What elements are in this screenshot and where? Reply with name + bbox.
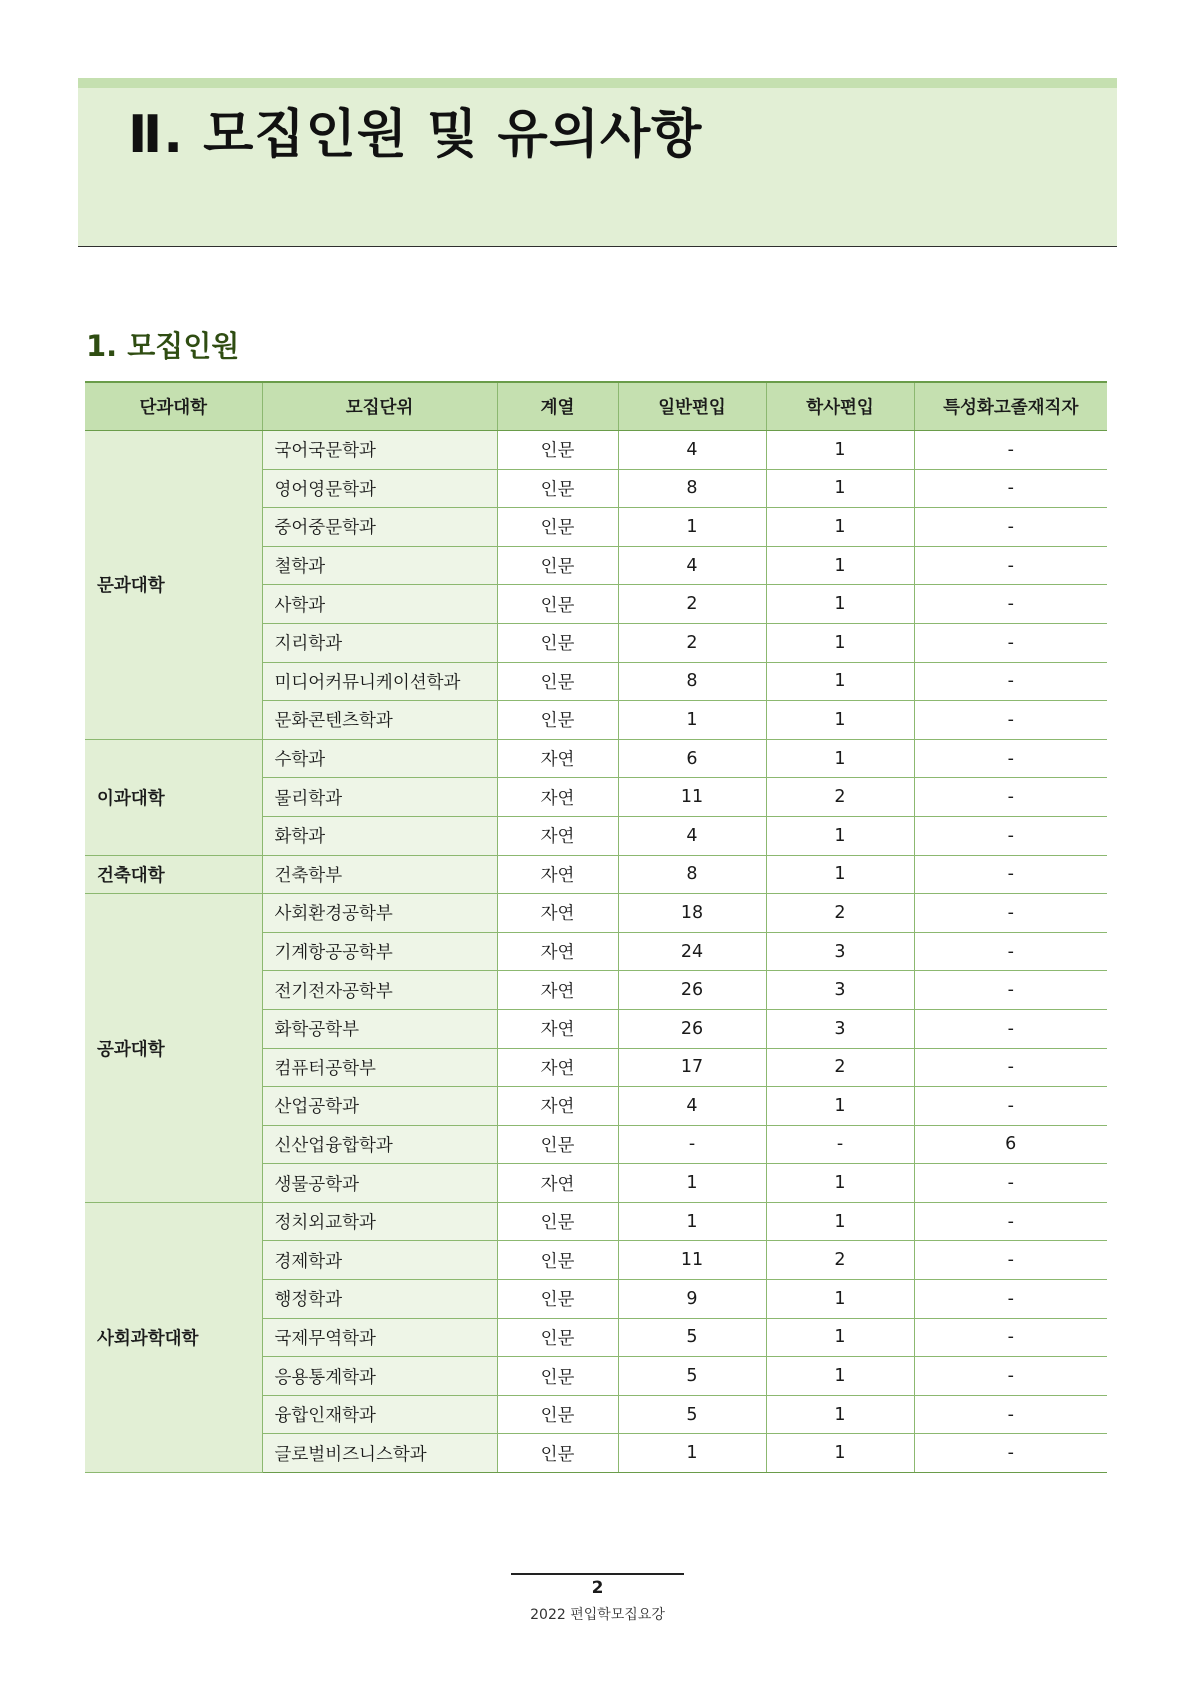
track-cell: 인문	[497, 585, 618, 624]
vocational-employee-cell: -	[914, 701, 1107, 740]
track-cell: 인문	[497, 1125, 618, 1164]
bachelor-transfer-cell: 1	[766, 508, 914, 547]
general-transfer-cell: 8	[618, 662, 766, 701]
department-cell: 철학과	[262, 546, 497, 585]
track-cell: 인문	[497, 623, 618, 662]
banner-accent-bar	[78, 78, 1117, 88]
department-cell: 신산업융합학과	[262, 1125, 497, 1164]
vocational-employee-cell: -	[914, 1241, 1107, 1280]
chapter-banner	[78, 78, 1117, 247]
department-cell: 행정학과	[262, 1280, 497, 1319]
vocational-employee-cell: -	[914, 739, 1107, 778]
track-cell: 인문	[497, 1280, 618, 1319]
bachelor-transfer-cell: 1	[766, 469, 914, 508]
track-cell: 자연	[497, 1048, 618, 1087]
department-cell: 생물공학과	[262, 1164, 497, 1203]
general-transfer-cell: 4	[618, 431, 766, 470]
general-transfer-cell: 11	[618, 778, 766, 817]
general-transfer-cell: 26	[618, 971, 766, 1010]
track-cell: 자연	[497, 1087, 618, 1126]
general-transfer-cell: -	[618, 1125, 766, 1164]
general-transfer-cell: 26	[618, 1009, 766, 1048]
track-cell: 자연	[497, 971, 618, 1010]
track-cell: 인문	[497, 1434, 618, 1473]
department-cell: 건축학부	[262, 855, 497, 894]
bachelor-transfer-cell: 1	[766, 1318, 914, 1357]
general-transfer-cell: 1	[618, 1202, 766, 1241]
track-cell: 인문	[497, 1318, 618, 1357]
bachelor-transfer-cell: 3	[766, 1009, 914, 1048]
vocational-employee-cell: -	[914, 816, 1107, 855]
vocational-employee-cell: -	[914, 1164, 1107, 1203]
header-track: 계열	[497, 382, 618, 431]
general-transfer-cell: 18	[618, 894, 766, 933]
general-transfer-cell: 1	[618, 1434, 766, 1473]
department-cell: 컴퓨터공학부	[262, 1048, 497, 1087]
general-transfer-cell: 5	[618, 1395, 766, 1434]
bachelor-transfer-cell: 1	[766, 855, 914, 894]
department-cell: 경제학과	[262, 1241, 497, 1280]
bachelor-transfer-cell: -	[766, 1125, 914, 1164]
vocational-employee-cell: 6	[914, 1125, 1107, 1164]
vocational-employee-cell: -	[914, 623, 1107, 662]
track-cell: 자연	[497, 739, 618, 778]
vocational-employee-cell: -	[914, 1048, 1107, 1087]
vocational-employee-cell: -	[914, 1280, 1107, 1319]
department-cell: 기계항공공학부	[262, 932, 497, 971]
vocational-employee-cell: -	[914, 932, 1107, 971]
section-title: 1. 모집인원	[86, 329, 240, 363]
bachelor-transfer-cell: 1	[766, 816, 914, 855]
vocational-employee-cell: -	[914, 585, 1107, 624]
header-general-transfer: 일반편입	[618, 382, 766, 431]
bachelor-transfer-cell: 2	[766, 894, 914, 933]
general-transfer-cell: 8	[618, 855, 766, 894]
vocational-employee-cell: -	[914, 508, 1107, 547]
bachelor-transfer-cell: 1	[766, 662, 914, 701]
college-cell: 공과대학	[85, 894, 262, 1203]
header-department: 모집단위	[262, 382, 497, 431]
track-cell: 인문	[497, 662, 618, 701]
bachelor-transfer-cell: 1	[766, 1164, 914, 1203]
track-cell: 자연	[497, 1009, 618, 1048]
bachelor-transfer-cell: 1	[766, 1395, 914, 1434]
vocational-employee-cell: -	[914, 971, 1107, 1010]
general-transfer-cell: 17	[618, 1048, 766, 1087]
track-cell: 자연	[497, 932, 618, 971]
table-row	[85, 894, 1107, 933]
page-number: 2	[591, 1578, 604, 1598]
track-cell: 자연	[497, 816, 618, 855]
department-cell: 응용통계학과	[262, 1357, 497, 1396]
track-cell: 자연	[497, 855, 618, 894]
track-cell: 인문	[497, 1395, 618, 1434]
bachelor-transfer-cell: 3	[766, 971, 914, 1010]
bachelor-transfer-cell: 1	[766, 1087, 914, 1126]
bachelor-transfer-cell: 1	[766, 1434, 914, 1473]
vocational-employee-cell: -	[914, 1202, 1107, 1241]
vocational-employee-cell: -	[914, 894, 1107, 933]
vocational-employee-cell: -	[914, 778, 1107, 817]
track-cell: 인문	[497, 1357, 618, 1396]
table-row	[85, 739, 1107, 778]
bachelor-transfer-cell: 1	[766, 1280, 914, 1319]
bachelor-transfer-cell: 1	[766, 1202, 914, 1241]
department-cell: 화학공학부	[262, 1009, 497, 1048]
bachelor-transfer-cell: 2	[766, 778, 914, 817]
vocational-employee-cell: -	[914, 546, 1107, 585]
header-college: 단과대학	[85, 382, 262, 431]
department-cell: 화학과	[262, 816, 497, 855]
department-cell: 정치외교학과	[262, 1202, 497, 1241]
general-transfer-cell: 6	[618, 739, 766, 778]
track-cell: 인문	[497, 546, 618, 585]
general-transfer-cell: 2	[618, 585, 766, 624]
vocational-employee-cell: -	[914, 662, 1107, 701]
track-cell: 자연	[497, 1164, 618, 1203]
department-cell: 수학과	[262, 739, 497, 778]
department-cell: 사학과	[262, 585, 497, 624]
general-transfer-cell: 1	[618, 1164, 766, 1203]
bachelor-transfer-cell: 2	[766, 1241, 914, 1280]
footer-text: 2022 편입학모집요강	[530, 1607, 665, 1623]
track-cell: 인문	[497, 508, 618, 547]
general-transfer-cell: 2	[618, 623, 766, 662]
department-cell: 미디어커뮤니케이션학과	[262, 662, 497, 701]
track-cell: 인문	[497, 1202, 618, 1241]
bachelor-transfer-cell: 1	[766, 1357, 914, 1396]
vocational-employee-cell: -	[914, 1318, 1107, 1357]
vocational-employee-cell: -	[914, 855, 1107, 894]
department-cell: 영어영문학과	[262, 469, 497, 508]
general-transfer-cell: 24	[618, 932, 766, 971]
department-cell: 중어중문학과	[262, 508, 497, 547]
general-transfer-cell: 4	[618, 1087, 766, 1126]
vocational-employee-cell: -	[914, 1357, 1107, 1396]
department-cell: 지리학과	[262, 623, 497, 662]
college-cell: 이과대학	[85, 739, 262, 855]
header-bachelor-transfer: 학사편입	[766, 382, 914, 431]
department-cell: 국제무역학과	[262, 1318, 497, 1357]
department-cell: 국어국문학과	[262, 431, 497, 470]
bachelor-transfer-cell: 1	[766, 585, 914, 624]
bachelor-transfer-cell: 1	[766, 623, 914, 662]
general-transfer-cell: 5	[618, 1318, 766, 1357]
track-cell: 자연	[497, 778, 618, 817]
department-cell: 문화콘텐츠학과	[262, 701, 497, 740]
table-header-row	[85, 382, 1107, 431]
general-transfer-cell: 5	[618, 1357, 766, 1396]
college-cell: 문과대학	[85, 431, 262, 740]
bachelor-transfer-cell: 3	[766, 932, 914, 971]
bachelor-transfer-cell: 1	[766, 739, 914, 778]
vocational-employee-cell: -	[914, 469, 1107, 508]
general-transfer-cell: 4	[618, 546, 766, 585]
general-transfer-cell: 1	[618, 701, 766, 740]
general-transfer-cell: 1	[618, 508, 766, 547]
department-cell: 융합인재학과	[262, 1395, 497, 1434]
department-cell: 전기전자공학부	[262, 971, 497, 1010]
general-transfer-cell: 8	[618, 469, 766, 508]
college-cell: 사회과학대학	[85, 1202, 262, 1472]
table-row	[85, 431, 1107, 470]
header-vocational-employee: 특성화고졸재직자	[914, 382, 1107, 431]
general-transfer-cell: 9	[618, 1280, 766, 1319]
bachelor-transfer-cell: 1	[766, 701, 914, 740]
department-cell: 사회환경공학부	[262, 894, 497, 933]
table-row	[85, 855, 1107, 894]
vocational-employee-cell: -	[914, 1395, 1107, 1434]
track-cell: 인문	[497, 701, 618, 740]
track-cell: 자연	[497, 894, 618, 933]
admission-quota-table	[85, 381, 1107, 1473]
track-cell: 인문	[497, 1241, 618, 1280]
department-cell: 물리학과	[262, 778, 497, 817]
bachelor-transfer-cell: 1	[766, 431, 914, 470]
vocational-employee-cell: -	[914, 1087, 1107, 1126]
vocational-employee-cell: -	[914, 431, 1107, 470]
footer-divider	[511, 1573, 684, 1575]
bachelor-transfer-cell: 2	[766, 1048, 914, 1087]
general-transfer-cell: 11	[618, 1241, 766, 1280]
vocational-employee-cell: -	[914, 1009, 1107, 1048]
table-row	[85, 1202, 1107, 1241]
college-cell: 건축대학	[85, 855, 262, 894]
chapter-title: Ⅱ. 모집인원 및 유의사항	[128, 105, 703, 165]
vocational-employee-cell: -	[914, 1434, 1107, 1473]
department-cell: 글로벌비즈니스학과	[262, 1434, 497, 1473]
track-cell: 인문	[497, 431, 618, 470]
bachelor-transfer-cell: 1	[766, 546, 914, 585]
department-cell: 산업공학과	[262, 1087, 497, 1126]
track-cell: 인문	[497, 469, 618, 508]
general-transfer-cell: 4	[618, 816, 766, 855]
